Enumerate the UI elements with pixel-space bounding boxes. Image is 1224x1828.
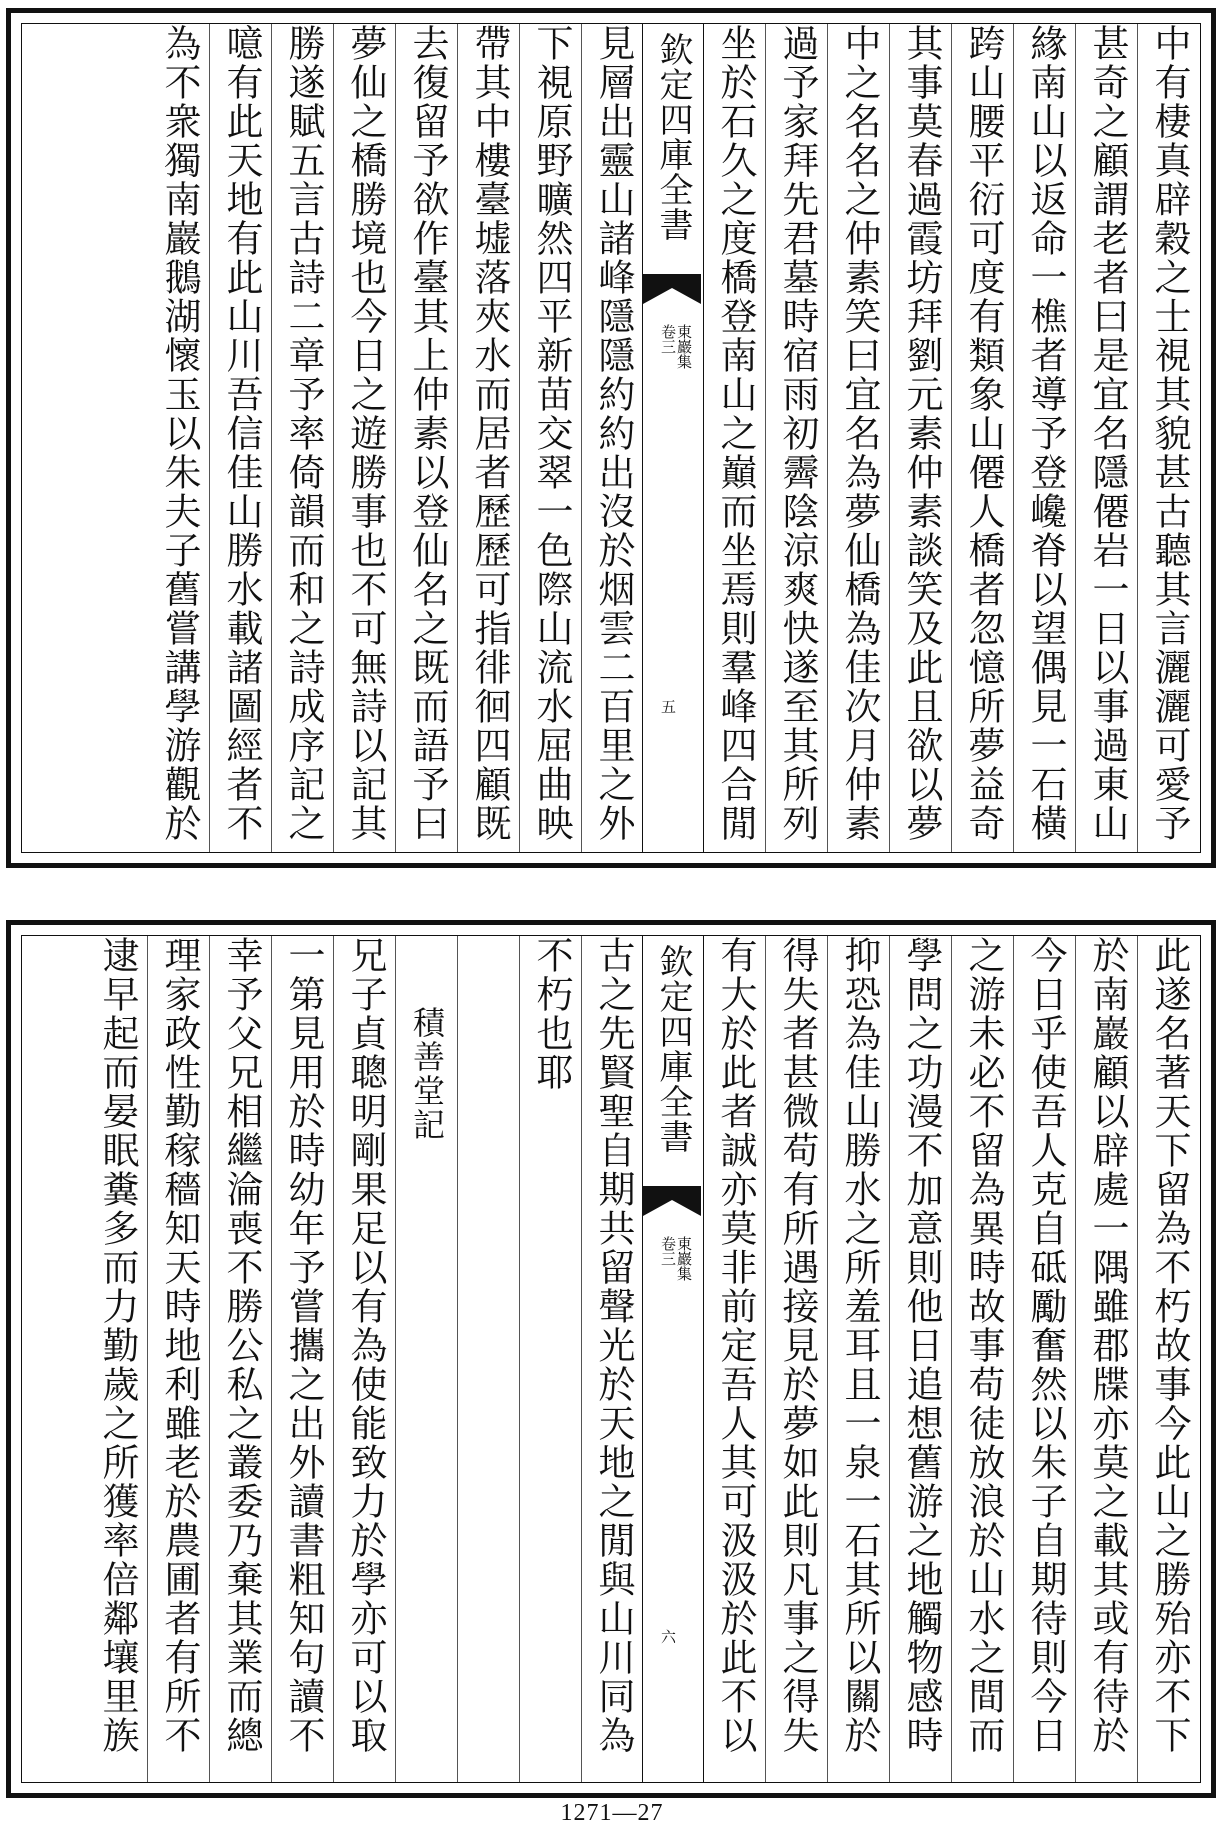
column-rule xyxy=(1013,936,1014,1782)
column-rule xyxy=(271,24,272,852)
column-rule xyxy=(889,24,890,852)
top-page-panel xyxy=(6,8,1216,868)
column-rule xyxy=(765,24,766,852)
fishtail-mark-icon xyxy=(643,274,701,304)
text-column: 理家政性勤稼穡知天時地利雖老於農圃者有所不 xyxy=(158,936,201,1755)
band-page-number: 五 xyxy=(661,698,677,716)
column-rule xyxy=(1075,24,1076,852)
band-title: 欽定四庫全書 xyxy=(653,944,693,1154)
bottom-page-frame xyxy=(21,935,1201,1783)
column-rule xyxy=(209,24,210,852)
text-column: 為不衆獨南巖鵝湖懷玉以朱夫子舊嘗講學游觀於 xyxy=(158,24,201,843)
text-column: 甚奇之顧謂老者曰是宜名隱僊岩一日以事過東山 xyxy=(1086,24,1129,843)
text-column: 噫有此天地有此山川吾信佳山勝水載諸圖經者不 xyxy=(220,24,263,843)
bottom-page-panel xyxy=(6,920,1216,1798)
text-column: 古之先賢聖自期共留聲光於天地之閒與山川同為 xyxy=(592,936,635,1755)
text-column: 去復留予欲作臺其上仲素以登仙名之既而語予曰 xyxy=(406,24,449,843)
center-band xyxy=(642,936,704,1782)
column-rule xyxy=(271,936,272,1782)
column-rule xyxy=(457,24,458,852)
top-page-frame xyxy=(21,23,1201,853)
column-rule xyxy=(1013,24,1014,852)
column-rule xyxy=(889,936,890,1782)
page-identifier: 1271—27 xyxy=(560,1800,664,1826)
column-rule xyxy=(581,24,582,852)
text-column: 今日乎使吾人克自砥勵奮然以朱子自期待則今日 xyxy=(1024,936,1067,1755)
band-title: 欽定四庫全書 xyxy=(653,32,693,242)
column-rule xyxy=(765,936,766,1782)
column-rule xyxy=(581,936,582,1782)
band-collection: 東巖集 xyxy=(675,324,693,369)
band-page-number: 六 xyxy=(661,1628,677,1646)
column-rule xyxy=(519,936,520,1782)
text-column: 有大於此者誠亦莫非前定吾人其可汲汲於此不以 xyxy=(714,936,757,1755)
column-rule xyxy=(1075,936,1076,1782)
column-rule xyxy=(951,936,952,1782)
text-column: 過予家拜先君墓時宿雨初霽陰涼爽快遂至其所列 xyxy=(776,24,819,843)
text-column: 勝遂賦五言古詩二章予率倚韻而和之詩成序記之 xyxy=(282,24,325,843)
text-column: 帶其中樓臺墟落夾水而居者歷歷可指徘徊四顧既 xyxy=(468,24,511,843)
text-column: 之游未必不留為異時故事苟徒放浪於山水之間而 xyxy=(962,936,1005,1755)
text-column: 抑恐為佳山勝水之所羞耳且一泉一石其所以關於 xyxy=(838,936,881,1755)
band-volume: 卷三 xyxy=(659,1236,677,1266)
column-rule xyxy=(333,936,334,1782)
text-column: 坐於石久之度橋登南山之巔而坐焉則羣峰四合閒 xyxy=(714,24,757,843)
column-rule xyxy=(827,24,828,852)
text-column: 此遂名著天下留為不朽故事今此山之勝殆亦不下 xyxy=(1148,936,1191,1755)
text-column: 逮早起而晏眠糞多而力勤歲之所獲率倍鄰壤里族 xyxy=(96,936,139,1755)
column-rule xyxy=(457,936,458,1782)
text-column: 於南巖顧以辟處一隅雖郡牒亦莫之載其或有待於 xyxy=(1086,936,1129,1755)
blank-column xyxy=(460,936,518,1782)
text-column: 中有棲真辟穀之士視其貌甚古聽其言灑灑可愛予 xyxy=(1148,24,1191,843)
text-column: 不朽也耶 xyxy=(530,936,573,1092)
center-band xyxy=(642,24,704,852)
text-column: 下視原野曠然四平新苗交翠一色際山流水屈曲映 xyxy=(530,24,573,843)
band-collection: 東巖集 xyxy=(675,1236,693,1281)
text-column: 幸予父兄相繼淪喪不勝公私之叢委乃棄其業而總 xyxy=(220,936,263,1755)
text-column: 兄子貞聰明剛果足以有為使能致力於學亦可以取 xyxy=(344,936,387,1755)
text-column: 緣南山以返命一樵者導予登巉脊以望偶見一石橫 xyxy=(1024,24,1067,843)
text-column: 跨山腰平衍可度有類象山僊人橋者忽憶所夢益奇 xyxy=(962,24,1005,843)
text-column: 其事莫春過霞坊拜劉元素仲素談笑及此且欲以夢 xyxy=(900,24,943,843)
text-column: 學問之功漫不加意則他日追想舊游之地觸物感時 xyxy=(900,936,943,1755)
column-rule xyxy=(209,936,210,1782)
text-column: 一第見用於時幼年予嘗攜之出外讀書粗知句讀不 xyxy=(282,936,325,1755)
fishtail-mark-icon xyxy=(643,1186,701,1216)
band-volume: 卷三 xyxy=(659,324,677,354)
section-title: 積善堂記 xyxy=(408,1006,446,1142)
text-column: 夢仙之橋勝境也今日之遊勝事也不可無詩以記其 xyxy=(344,24,387,843)
column-rule xyxy=(951,24,952,852)
column-rule xyxy=(519,24,520,852)
column-rule xyxy=(395,936,396,1782)
column-rule xyxy=(333,24,334,852)
column-rule xyxy=(395,24,396,852)
text-column: 中之名名之仲素笑曰宜名為夢仙橋為佳次月仲素 xyxy=(838,24,881,843)
column-rule xyxy=(1137,936,1138,1782)
column-rule xyxy=(147,936,148,1782)
column-rule xyxy=(1137,24,1138,852)
text-column: 見層出靈山諸峰隱隱約約出沒於烟雲二百里之外 xyxy=(592,24,635,843)
text-column: 得失者甚微苟有所遇接見於夢如此則凡事之得失 xyxy=(776,936,819,1755)
column-rule xyxy=(827,936,828,1782)
